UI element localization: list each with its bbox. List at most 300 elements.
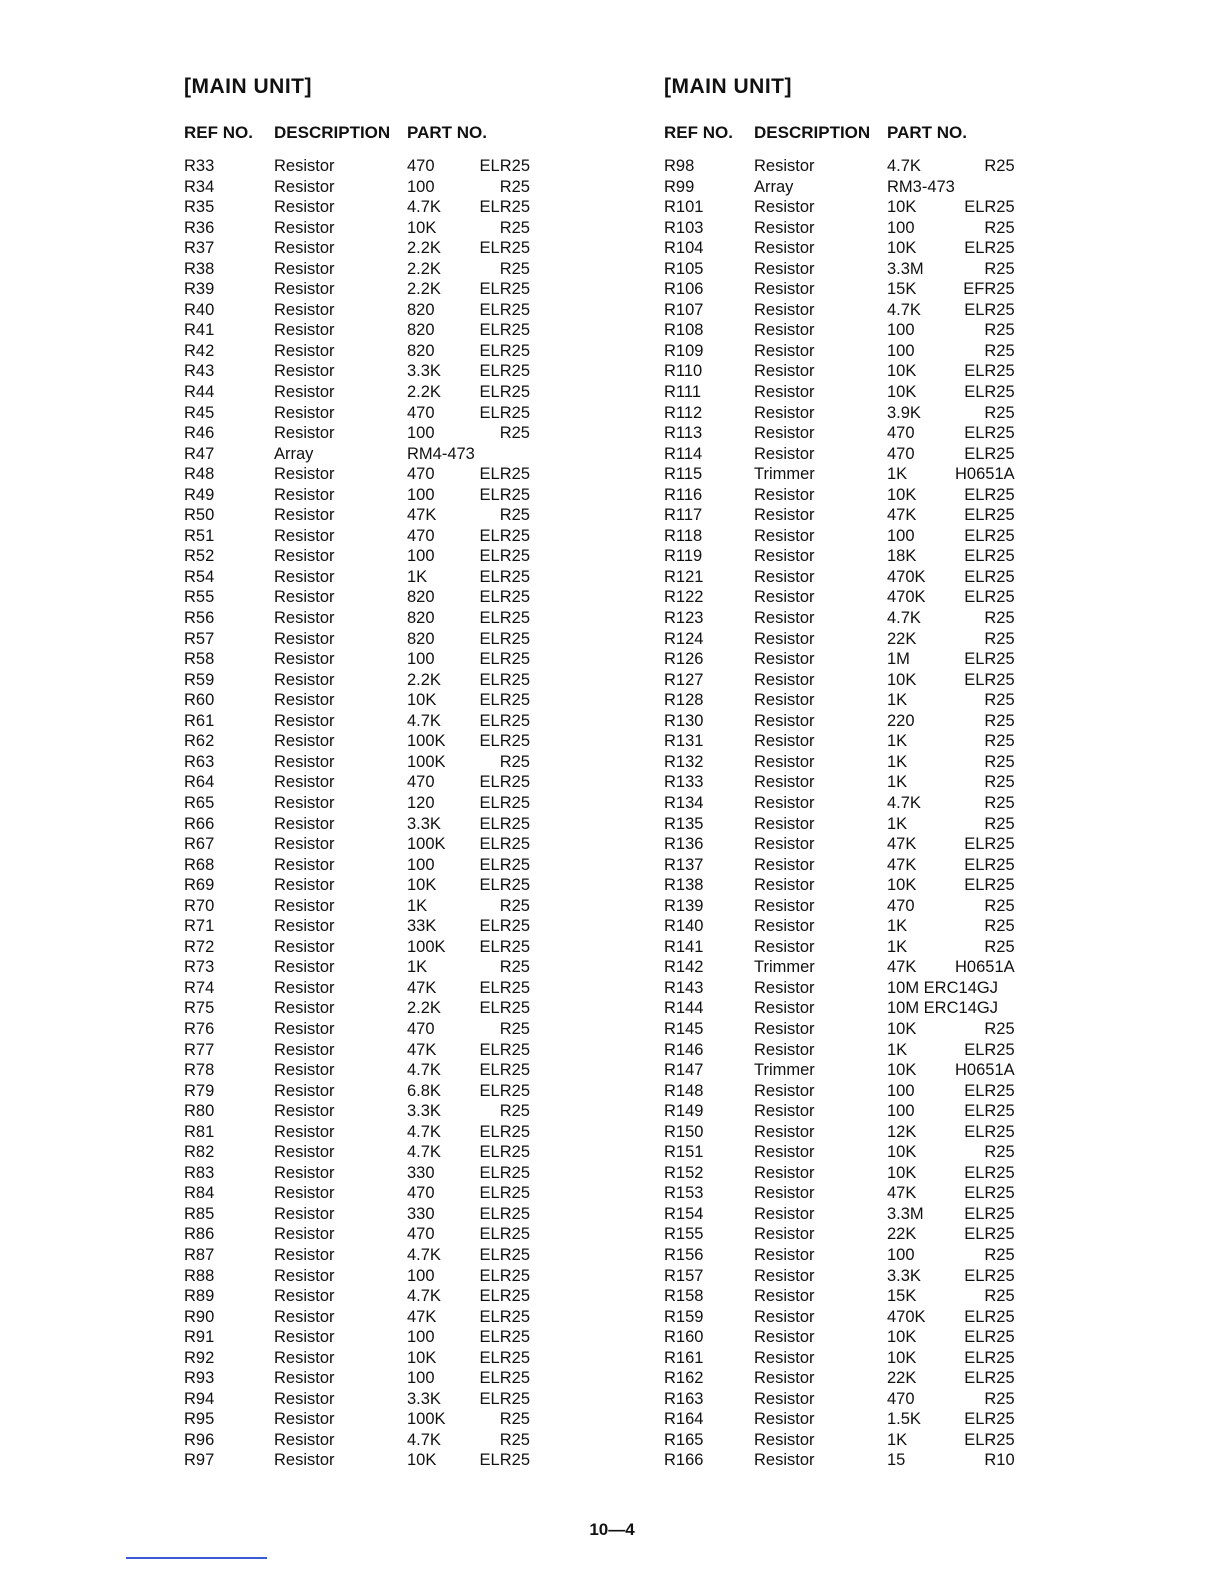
ref-no-cell: R56 xyxy=(184,609,215,628)
table-row xyxy=(184,1430,530,1451)
part-type-cell: ELR25 xyxy=(964,1102,1015,1121)
ref-no-cell: R139 xyxy=(664,896,704,915)
table-row xyxy=(664,752,1015,773)
ref-no-cell: R73 xyxy=(184,958,215,977)
ref-no-cell: R98 xyxy=(664,157,695,175)
ref-no-cell: R75 xyxy=(184,999,215,1018)
ref-no-cell: R43 xyxy=(184,362,215,381)
part-type-cell: ELR25 xyxy=(479,485,530,504)
part-value-cell: 10K xyxy=(407,218,437,237)
part-type-cell: ELR25 xyxy=(964,1348,1015,1367)
table-row xyxy=(184,629,530,650)
part-type-cell: R25 xyxy=(499,1430,530,1449)
description-cell: Resistor xyxy=(754,1287,815,1306)
description-cell: Resistor xyxy=(274,1451,335,1470)
table-row xyxy=(664,896,1015,917)
description-cell: Resistor xyxy=(274,711,335,730)
ref-no-cell: R71 xyxy=(184,917,215,936)
ref-no-cell: R111 xyxy=(664,383,701,402)
part-value-cell: 820 xyxy=(407,588,435,607)
part-value-cell: 6.8K xyxy=(407,1081,441,1100)
part-type-cell: ELR25 xyxy=(964,1081,1015,1100)
table-row xyxy=(184,670,530,691)
table-row xyxy=(184,855,530,876)
part-type-cell: ELR25 xyxy=(479,1225,530,1244)
ref-no-cell: R136 xyxy=(664,835,704,854)
table-row xyxy=(184,546,530,567)
part-value-cell: 100 xyxy=(407,650,435,669)
ref-no-cell: R77 xyxy=(184,1040,215,1059)
part-value-cell: 10K xyxy=(887,1348,917,1367)
ref-no-cell: R104 xyxy=(664,239,704,258)
description-cell: Resistor xyxy=(754,1040,815,1059)
part-value-cell: 100 xyxy=(407,424,435,443)
part-value-cell: 820 xyxy=(407,341,435,360)
part-type-cell: R25 xyxy=(984,218,1015,237)
description-cell: Resistor xyxy=(754,691,815,710)
table-row xyxy=(184,1389,530,1410)
ref-no-cell: R160 xyxy=(664,1328,704,1347)
table-row xyxy=(664,855,1015,876)
ref-no-cell: R126 xyxy=(664,650,704,669)
part-type-cell: R25 xyxy=(499,752,530,771)
table-row xyxy=(184,957,530,978)
table-row xyxy=(184,238,530,259)
part-type-cell: R25 xyxy=(499,177,530,196)
description-cell: Resistor xyxy=(754,198,815,217)
part-type-cell: ELR25 xyxy=(479,1245,530,1264)
table-row xyxy=(664,382,1015,403)
left-parts-column xyxy=(184,72,664,1471)
part-no-cell: 10M ERC14GJ xyxy=(887,999,998,1018)
part-value-cell: 10K xyxy=(407,876,437,895)
ref-no-cell: R146 xyxy=(664,1040,704,1059)
left-unit-title: [MAIN UNIT] xyxy=(184,75,312,98)
part-type-cell: R25 xyxy=(984,1245,1015,1264)
ref-no-cell: R67 xyxy=(184,835,215,854)
part-value-cell: 18K xyxy=(887,547,917,566)
part-value-cell: 100K xyxy=(407,752,446,771)
part-type-cell: R25 xyxy=(984,629,1015,648)
part-type-cell: ELR25 xyxy=(479,670,530,689)
table-row xyxy=(184,834,530,855)
ref-no-cell: R101 xyxy=(664,198,704,217)
part-value-cell: 1K xyxy=(887,752,908,771)
part-value-cell: 470K xyxy=(887,588,926,607)
right-unit-title: [MAIN UNIT] xyxy=(664,75,792,98)
part-type-cell: R25 xyxy=(984,896,1015,915)
description-cell: Resistor xyxy=(754,876,815,895)
table-row xyxy=(184,423,530,444)
ref-no-cell: R58 xyxy=(184,650,215,669)
part-type-cell: ELR25 xyxy=(479,465,530,484)
part-type-cell: ELR25 xyxy=(964,588,1015,607)
description-cell: Resistor xyxy=(274,732,335,751)
table-row xyxy=(664,444,1015,465)
description-cell: Resistor xyxy=(754,999,815,1018)
description-cell: Resistor xyxy=(754,629,815,648)
description-cell: Resistor xyxy=(274,1061,335,1080)
part-value-cell: 47K xyxy=(887,1184,917,1203)
description-cell: Resistor xyxy=(274,1081,335,1100)
part-value-cell: 1K xyxy=(887,465,908,484)
table-row xyxy=(664,464,1015,485)
description-cell: Resistor xyxy=(274,547,335,566)
part-value-cell: 470K xyxy=(887,567,926,586)
ref-no-cell: R122 xyxy=(664,588,704,607)
part-type-cell: ELR25 xyxy=(479,732,530,751)
part-value-cell: 820 xyxy=(407,321,435,340)
table-row xyxy=(664,875,1015,896)
part-value-cell: 1K xyxy=(887,732,908,751)
part-type-cell: R25 xyxy=(499,1102,530,1121)
description-cell: Resistor xyxy=(274,1163,335,1182)
part-value-cell: 3.9K xyxy=(887,403,921,422)
ref-no-cell: R93 xyxy=(184,1369,215,1388)
ref-no-cell: R128 xyxy=(664,691,704,710)
description-cell: Resistor xyxy=(274,835,335,854)
ref-no-cell: R108 xyxy=(664,321,704,340)
part-type-cell: R25 xyxy=(984,321,1015,340)
part-value-cell: 470 xyxy=(407,403,435,422)
description-cell: Resistor xyxy=(754,1430,815,1449)
table-row xyxy=(184,916,530,937)
ref-no-cell: R69 xyxy=(184,876,215,895)
ref-no-cell: R158 xyxy=(664,1287,704,1306)
ref-no-cell: R44 xyxy=(184,383,215,402)
part-type-cell: ELR25 xyxy=(964,1204,1015,1223)
description-cell: Resistor xyxy=(754,937,815,956)
table-row xyxy=(184,567,530,588)
ref-no-cell: R52 xyxy=(184,547,215,566)
ref-no-cell: R127 xyxy=(664,670,704,689)
part-value-cell: 47K xyxy=(407,1040,437,1059)
part-type-cell: ELR25 xyxy=(479,300,530,319)
part-type-cell: R25 xyxy=(984,403,1015,422)
description-cell: Resistor xyxy=(754,1307,815,1326)
ref-no-cell: R157 xyxy=(664,1266,704,1285)
ref-no-cell: R55 xyxy=(184,588,215,607)
part-value-cell: 2.2K xyxy=(407,383,441,402)
part-type-cell: R25 xyxy=(499,218,530,237)
description-cell: Resistor xyxy=(274,1287,335,1306)
part-type-cell: ELR25 xyxy=(479,547,530,566)
ref-no-cell: R99 xyxy=(664,177,695,196)
table-row xyxy=(664,1142,1015,1163)
table-row xyxy=(664,793,1015,814)
table-row xyxy=(664,629,1015,650)
part-value-cell: 820 xyxy=(407,609,435,628)
part-type-cell: ELR25 xyxy=(964,547,1015,566)
part-type-cell: ELR25 xyxy=(964,670,1015,689)
ref-no-cell: R155 xyxy=(664,1225,704,1244)
part-value-cell: 1M xyxy=(887,650,910,669)
part-type-cell: R25 xyxy=(984,1287,1015,1306)
ref-no-cell: R39 xyxy=(184,280,215,299)
part-value-cell: 47K xyxy=(887,506,917,525)
part-type-cell: ELR25 xyxy=(479,362,530,381)
part-value-cell: 10K xyxy=(887,1019,917,1038)
part-value-cell: 100 xyxy=(407,177,435,196)
part-type-cell: ELR25 xyxy=(479,650,530,669)
ref-no-cell: R107 xyxy=(664,300,704,319)
description-cell: Resistor xyxy=(754,239,815,258)
description-cell: Resistor xyxy=(754,835,815,854)
part-value-cell: 1K xyxy=(407,567,428,586)
ref-no-cell: R115 xyxy=(664,465,703,484)
part-type-cell: ELR25 xyxy=(479,1307,530,1326)
table-row xyxy=(664,1081,1015,1102)
description-cell: Resistor xyxy=(754,1369,815,1388)
table-row xyxy=(664,1266,1015,1287)
part-type-cell: ELR25 xyxy=(964,1328,1015,1347)
part-value-cell: 3.3K xyxy=(407,814,441,833)
part-value-cell: 10K xyxy=(407,1348,437,1367)
right-table-header xyxy=(664,118,1015,148)
description-cell: Resistor xyxy=(754,321,815,340)
description-cell: Resistor xyxy=(754,259,815,278)
description-cell: Resistor xyxy=(754,506,815,525)
description-cell: Resistor xyxy=(274,752,335,771)
description-cell: Resistor xyxy=(754,157,815,175)
ref-no-cell: R123 xyxy=(664,609,704,628)
description-cell: Resistor xyxy=(274,1184,335,1203)
description-cell: Resistor xyxy=(274,506,335,525)
part-value-cell: 470 xyxy=(887,1389,915,1408)
part-value-cell: 2.2K xyxy=(407,670,441,689)
part-value-cell: 10K xyxy=(407,1451,437,1470)
part-type-cell: ELR25 xyxy=(479,1163,530,1182)
part-type-cell: ELR25 xyxy=(964,1122,1015,1141)
ref-no-cell: R130 xyxy=(664,711,704,730)
description-cell: Resistor xyxy=(754,670,815,689)
part-type-cell: ELR25 xyxy=(479,1348,530,1367)
description-cell: Resistor xyxy=(274,341,335,360)
table-row xyxy=(664,1450,1015,1471)
part-value-cell: 22K xyxy=(887,1225,917,1244)
description-cell: Resistor xyxy=(274,1245,335,1264)
ref-no-cell: R61 xyxy=(184,711,215,730)
description-cell: Resistor xyxy=(754,362,815,381)
description-cell: Resistor xyxy=(754,793,815,812)
part-type-cell: ELR25 xyxy=(479,629,530,648)
table-row xyxy=(664,957,1015,978)
part-type-cell: ELR25 xyxy=(479,383,530,402)
table-row xyxy=(184,156,530,177)
part-value-cell: 100K xyxy=(407,732,446,751)
part-type-cell: R25 xyxy=(984,793,1015,812)
part-type-cell: ELR25 xyxy=(479,157,530,175)
description-cell: Resistor xyxy=(754,1225,815,1244)
part-type-cell: ELR25 xyxy=(479,1081,530,1100)
table-row xyxy=(664,505,1015,526)
ref-no-cell: R88 xyxy=(184,1266,215,1285)
description-cell: Resistor xyxy=(754,732,815,751)
part-value-cell: 4.7K xyxy=(407,198,441,217)
part-value-cell: 470 xyxy=(407,1225,435,1244)
part-value-cell: 2.2K xyxy=(407,999,441,1018)
ref-no-cell: R63 xyxy=(184,752,215,771)
part-value-cell: 10K xyxy=(887,1061,917,1080)
ref-no-cell: R150 xyxy=(664,1122,704,1141)
table-row xyxy=(184,300,530,321)
ref-no-cell: R106 xyxy=(664,280,704,299)
ref-no-cell: R166 xyxy=(664,1451,704,1470)
table-row xyxy=(664,998,1015,1019)
table-row xyxy=(184,1101,530,1122)
description-cell: Resistor xyxy=(274,1266,335,1285)
table-row xyxy=(184,1183,530,1204)
table-row xyxy=(184,403,530,424)
ref-no-cell: R152 xyxy=(664,1163,704,1182)
description-cell: Resistor xyxy=(754,526,815,545)
table-row xyxy=(184,526,530,547)
description-cell: Resistor xyxy=(754,280,815,299)
description-cell: Resistor xyxy=(754,1122,815,1141)
part-value-cell: 470 xyxy=(407,157,435,175)
part-value-cell: 4.7K xyxy=(407,1143,441,1162)
part-value-cell: 47K xyxy=(407,1307,437,1326)
description-cell: Resistor xyxy=(274,1348,335,1367)
part-type-cell: ELR25 xyxy=(479,609,530,628)
description-cell: Resistor xyxy=(754,917,815,936)
part-type-cell: H0651A xyxy=(955,1061,1015,1080)
description-cell: Resistor xyxy=(754,650,815,669)
part-value-cell: 3.3K xyxy=(407,362,441,381)
part-value-cell: 100 xyxy=(407,1328,435,1347)
part-type-cell: R10 xyxy=(984,1451,1015,1470)
description-cell: Resistor xyxy=(274,917,335,936)
ref-no-cell: R80 xyxy=(184,1102,215,1121)
description-cell: Resistor xyxy=(754,1451,815,1470)
part-type-cell: ELR25 xyxy=(964,650,1015,669)
description-cell: Resistor xyxy=(754,218,815,237)
ref-no-cell: R34 xyxy=(184,177,215,196)
table-row xyxy=(184,1122,530,1143)
part-value-cell: 330 xyxy=(407,1204,435,1223)
table-row xyxy=(184,690,530,711)
part-type-cell: ELR25 xyxy=(964,362,1015,381)
part-value-cell: 470 xyxy=(887,424,915,443)
part-value-cell: 4.7K xyxy=(407,1287,441,1306)
part-value-cell: 470 xyxy=(407,465,435,484)
table-row xyxy=(184,587,530,608)
description-cell: Resistor xyxy=(754,341,815,360)
table-row xyxy=(184,1307,530,1328)
part-type-cell: ELR25 xyxy=(479,1389,530,1408)
table-row xyxy=(664,1163,1015,1184)
table-row xyxy=(184,1245,530,1266)
ref-no-cell: R143 xyxy=(664,978,704,997)
part-value-cell: 1K xyxy=(887,814,908,833)
ref-no-cell: R40 xyxy=(184,300,215,319)
description-cell: Resistor xyxy=(754,1102,815,1121)
part-type-cell: ELR25 xyxy=(964,855,1015,874)
part-type-cell: ELR25 xyxy=(479,814,530,833)
table-row xyxy=(664,1224,1015,1245)
ref-no-cell: R33 xyxy=(184,157,215,175)
description-cell: Resistor xyxy=(754,1389,815,1408)
description-cell: Resistor xyxy=(274,588,335,607)
ref-no-cell: R35 xyxy=(184,198,215,217)
table-row xyxy=(664,1101,1015,1122)
ref-no-cell: R64 xyxy=(184,773,215,792)
table-row xyxy=(184,279,530,300)
description-cell: Resistor xyxy=(274,999,335,1018)
part-type-cell: ELR25 xyxy=(964,300,1015,319)
part-type-cell: ELR25 xyxy=(964,526,1015,545)
ref-no-cell: R79 xyxy=(184,1081,215,1100)
description-cell: Resistor xyxy=(274,403,335,422)
description-cell: Trimmer xyxy=(754,1061,815,1080)
part-type-cell: ELR25 xyxy=(964,198,1015,217)
table-row xyxy=(664,485,1015,506)
part-value-cell: 4.7K xyxy=(407,1430,441,1449)
part-value-cell: 1K xyxy=(407,958,428,977)
part-value-cell: 1K xyxy=(887,691,908,710)
part-type-cell: ELR25 xyxy=(479,1040,530,1059)
description-cell: Resistor xyxy=(274,609,335,628)
part-type-cell: H0651A xyxy=(955,465,1015,484)
part-type-cell: ELR25 xyxy=(479,1122,530,1141)
table-row xyxy=(664,587,1015,608)
description-cell: Resistor xyxy=(754,300,815,319)
ref-no-cell: R109 xyxy=(664,341,704,360)
ref-no-cell: R144 xyxy=(664,999,704,1018)
description-cell: Resistor xyxy=(754,424,815,443)
part-type-cell: R25 xyxy=(984,1019,1015,1038)
part-value-cell: 15 xyxy=(887,1451,906,1470)
ref-no-cell: R165 xyxy=(664,1430,704,1449)
description-cell: Resistor xyxy=(274,670,335,689)
description-cell: Resistor xyxy=(274,896,335,915)
part-type-cell: ELR25 xyxy=(479,1328,530,1347)
ref-no-cell: R78 xyxy=(184,1061,215,1080)
part-value-cell: 100 xyxy=(407,485,435,504)
table-row xyxy=(184,1409,530,1430)
ref-no-cell: R38 xyxy=(184,259,215,278)
part-type-cell: R25 xyxy=(984,814,1015,833)
table-row xyxy=(184,1286,530,1307)
part-type-cell: ELR25 xyxy=(964,239,1015,258)
ref-no-cell: R36 xyxy=(184,218,215,237)
part-type-cell: R25 xyxy=(984,1143,1015,1162)
description-cell: Resistor xyxy=(274,691,335,710)
part-value-cell: 100 xyxy=(887,1081,915,1100)
ref-no-cell: R72 xyxy=(184,937,215,956)
ref-no-cell: R140 xyxy=(664,917,704,936)
part-type-cell: ELR25 xyxy=(479,280,530,299)
ref-no-cell: R66 xyxy=(184,814,215,833)
part-type-cell: R25 xyxy=(499,259,530,278)
ref-no-cell: R91 xyxy=(184,1328,215,1347)
ref-no-cell: R138 xyxy=(664,876,704,895)
part-type-cell: ELR25 xyxy=(479,403,530,422)
ref-no-cell: R159 xyxy=(664,1307,704,1326)
table-row xyxy=(664,423,1015,444)
part-type-cell: EFR25 xyxy=(963,280,1015,299)
description-cell: Array xyxy=(274,444,314,463)
description-cell: Resistor xyxy=(274,485,335,504)
table-row xyxy=(184,1348,530,1369)
part-value-cell: 100 xyxy=(407,1266,435,1285)
ref-no-cell: R76 xyxy=(184,1019,215,1038)
part-value-cell: 33K xyxy=(407,917,437,936)
part-value-cell: 10K xyxy=(887,239,917,258)
ref-no-cell: R161 xyxy=(664,1348,704,1367)
part-no-cell: RM4-473 xyxy=(407,444,475,463)
table-row xyxy=(184,320,530,341)
